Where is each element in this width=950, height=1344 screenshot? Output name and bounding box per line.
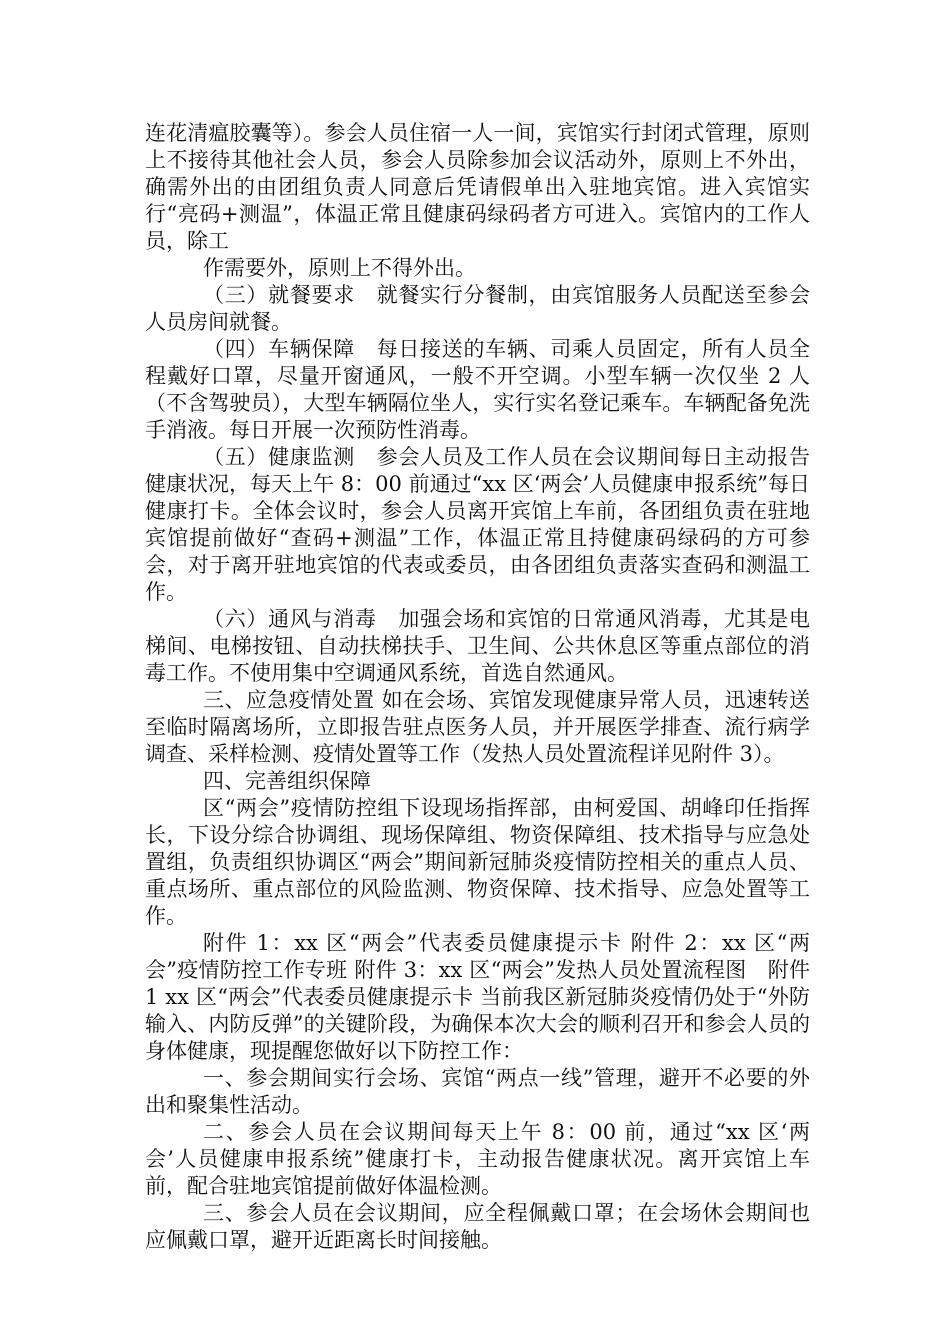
paragraph-organization: 区“两会”疫情防控组下设现场指挥部，由柯爱国、胡峰印任指挥长，下设分综合协调组、现场保障组、物资保障组、技术指导与应急处置组，负责组织协调区“两会”期间新冠肺炎疫情防控相关的重点人员、重点场所、重点部位的风险监测、物资保障、技术指导、应急处置等工作。 bbox=[145, 796, 810, 928]
document-body bbox=[145, 120, 810, 1254]
reminder-item-2: 二、参会人员在会议期间每天上午 8：00 前，通过“xx 区‘两会’人员健康申报系统”健康打卡，主动报告健康状况。离开宾馆上车前，配合驻地宾馆提前做好体温检测。 bbox=[145, 1120, 810, 1198]
paragraph-ventilation: （六）通风与消毒 加强会场和宾馆的日常通风消毒，尤其是电梯间、电梯按钮、自动扶梯扶手、卫生间、公共休息区等重点部位的消毒工作。不使用集中空调通风系统，首选自然通风。 bbox=[145, 607, 810, 685]
paragraph-dining: （三）就餐要求 就餐实行分餐制，由宾馆服务人员配送至参会人员房间就餐。 bbox=[145, 283, 810, 334]
paragraph-emergency-response: 三、应急疫情处置 如在会场、宾馆发现健康异常人员，迅速转送至临时隔离场所，立即报告驻点医务人员，并开展医学排查、流行病学调查、采样检测、疫情处置等工作（发热人员处置流程详见附件 3）。 bbox=[145, 688, 810, 766]
reminder-item-3: 三、参会人员在会议期间，应全程佩戴口罩；在会场休会期间也应佩戴口罩，避开近距离长时间接触。 bbox=[145, 1201, 810, 1252]
reminder-item-1: 一、参会期间实行会场、宾馆“两点一线”管理，避开不必要的外出和聚集性活动。 bbox=[145, 1066, 810, 1117]
paragraph-accommodation: 连花清瘟胶囊等）。参会人员住宿一人一间，宾馆实行封闭式管理，原则上不接待其他社会人员，参会人员除参加会议活动外，原则上不外出，确需外出的由团组负责人同意后凭请假单出入驻地宾馆。进入宾馆实行“亮码+测温”，体温正常且健康码绿码者方可进入。宾馆内的工作人员，除工 bbox=[145, 121, 810, 253]
section-heading-organization: 四、完善组织保障 bbox=[203, 769, 371, 793]
paragraph-attachments: 附件 1：xx 区“两会”代表委员健康提示卡 附件 2：xx 区“两会”疫情防控工作专班 附件 3：xx 区“两会”发热人员处置流程图 附件 1 xx 区“两会”代表委员健康提示卡 当前我区新冠肺炎疫情仍处于“外防输入、内防反弹”的关键阶段，为确保本次大会的顺利召开和参会人员的身体健康，现提醒您做好以下防控工作： bbox=[145, 931, 810, 1063]
paragraph-accommodation-continued: 作需要外，原则上不得外出。 bbox=[203, 256, 476, 280]
paragraph-vehicles: （四）车辆保障 每日接送的车辆、司乘人员固定，所有人员全程戴好口罩，尽量开窗通风，一般不开空调。小型车辆一次仅坐 2 人（不含驾驶员），大型车辆隔位坐人，实行实名登记乘车。车辆配备免洗手消液。每日开展一次预防性消毒。 bbox=[145, 337, 810, 442]
paragraph-health-monitoring: （五）健康监测 参会人员及工作人员在会议期间每日主动报告健康状况，每天上午 8：00 前通过“xx 区‘两会’人员健康申报系统”每日健康打卡。全体会议时，参会人员离开宾馆上车前，各团组负责在驻地宾馆提前做好“查码+测温”工作，体温正常且持健康码绿码的方可参会，对于离开驻地宾馆的代表或委员，由各团组负责落实查码和测温工作。 bbox=[145, 445, 810, 604]
